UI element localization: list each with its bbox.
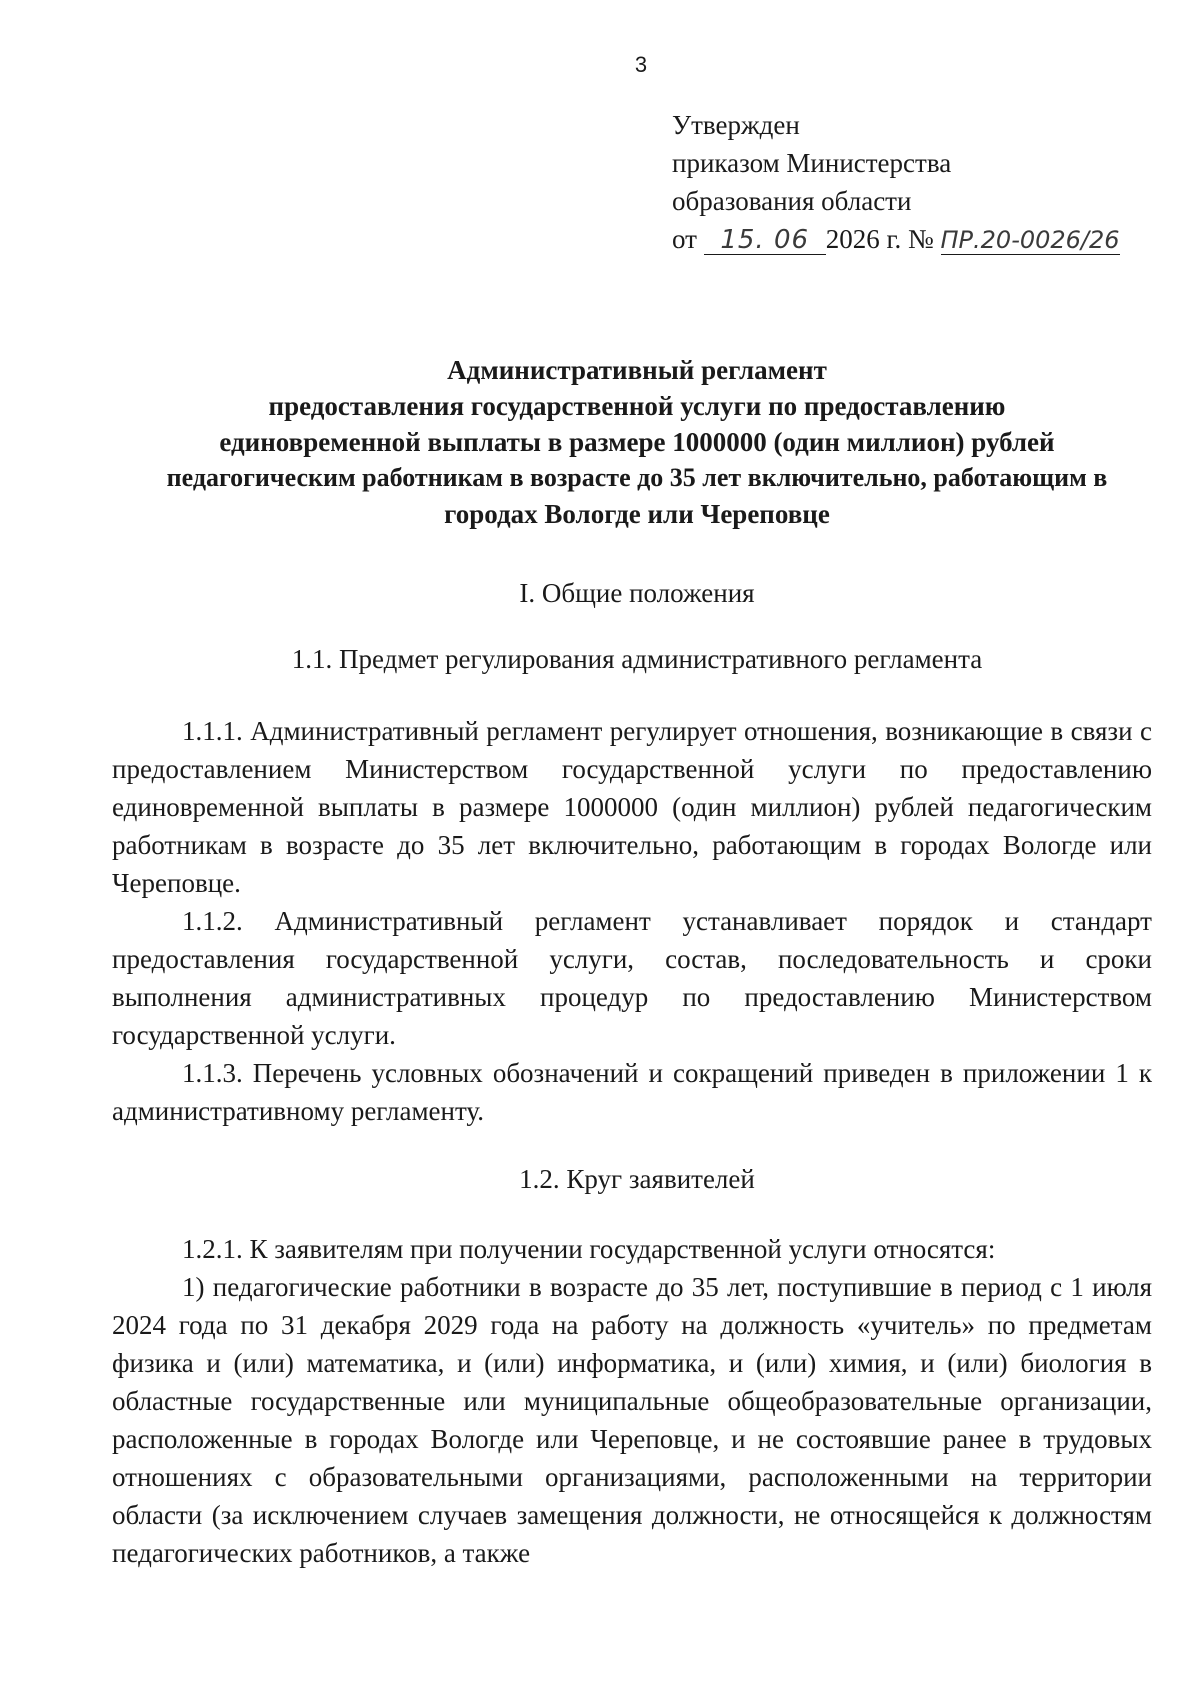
approval-line-order: приказом Министерства bbox=[672, 148, 952, 178]
approval-number-handwritten: ПР.20-0026/26 bbox=[940, 226, 1120, 254]
title-line-3: единовременной выплаты в размере 1000000 (один миллион) рублей bbox=[219, 427, 1055, 457]
paragraph-1-1-3: 1.1.3. Перечень условных обозначений и сокращений приведен в приложении 1 к административному регламенту. bbox=[112, 1058, 1152, 1126]
approval-line-approved: Утвержден bbox=[672, 110, 800, 140]
subsection-1-2-body bbox=[112, 1230, 1152, 1572]
paragraph-1-2-1: 1.2.1. К заявителям при получении государственной услуги относятся: bbox=[182, 1234, 996, 1264]
approval-from-label: от bbox=[672, 224, 697, 254]
title-line-2: предоставления государственной услуги по предоставлению bbox=[268, 391, 1006, 421]
title-line-5: городах Вологде или Череповце bbox=[444, 499, 830, 529]
paragraph-1-2-1-item-1: 1) педагогические работники в возрасте до 35 лет, поступившие в период с 1 июля 2024 года по 31 декабря 2029 года на работу на должность «учитель» по предметам физика и (или) математика, и (или) информатика, и (или) химия, и (или) биология в областные государственные или муниципальные общеобразовательные организации, расположенные в городах Вологде или Череповце, и не состоявшие ранее в трудовых отношениях с образовательными организациями, расположенными на территории области (за исключением случаев замещения должности, не относящейся к должностям педагогических работников, а также bbox=[112, 1272, 1152, 1568]
paragraph-1-1-1: 1.1.1. Административный регламент регулирует отношения, возникающие в связи с предоставлением Министерством государственной услуги по предоставлению единовременной выплаты в размере 1000000 (один миллион) рублей педагогическим работникам в возрасте до 35 лет включительно, работающим в городах Вологде или Череповце. bbox=[112, 716, 1152, 898]
approval-block bbox=[672, 106, 1120, 259]
approval-date-handwritten: 15. 06 bbox=[704, 226, 826, 255]
approval-line-ministry: образования области bbox=[672, 186, 912, 216]
paragraph-1-1-2: 1.1.2. Административный регламент устанавливает порядок и стандарт предоставления государственной услуги, состав, последовательность и сроки выполнения административных процедур по предоставлению Министерством государственной услуги. bbox=[112, 906, 1152, 1050]
approval-year-text: 2026 г. № bbox=[825, 224, 934, 254]
subsection-heading-1-1: 1.1. Предмет регулирования административного регламента bbox=[291, 644, 983, 674]
document-title bbox=[112, 352, 1162, 532]
section-heading-general: I. Общие положения bbox=[519, 578, 755, 608]
approval-line-date-number bbox=[672, 220, 1120, 259]
title-line-4: педагогическим работникам в возрасте до 35 лет включительно, работающим в bbox=[166, 463, 1108, 492]
subsection-1-1-body bbox=[112, 712, 1152, 1130]
title-line-1: Административный регламент bbox=[447, 355, 827, 385]
page-number: 3 bbox=[634, 52, 648, 77]
subsection-heading-1-2: 1.2. Круг заявителей bbox=[519, 1164, 755, 1194]
